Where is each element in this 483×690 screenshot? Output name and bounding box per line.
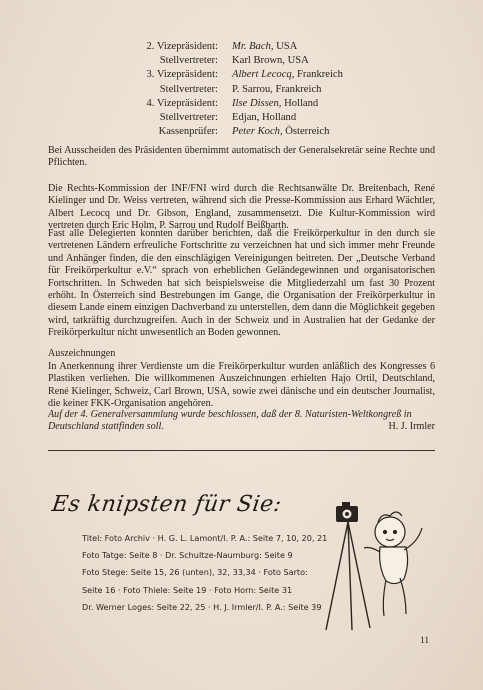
closing-paragraph (48, 409, 435, 434)
officer-row (120, 111, 343, 125)
credit-line: Foto Stege: Seite 15, 26 (unten), 32, 33,34 · Foto Sarto: (82, 567, 308, 578)
photo-credits-list (82, 530, 327, 616)
page-number: 11 (420, 636, 430, 646)
officer-role: Stellvertreter: (159, 55, 218, 67)
photo-credits-heading: Es knipsten für Sie: (50, 492, 284, 517)
paragraph-awards: In Anerkennung ihrer Verdienste um die Freikörperkultur wurden anläßlich des Kongresses 6 Plastiken verliehen. Die willkommenen Auszeichnungen erhielten Hajo Ortil, Deutschland, René Kielinger, Schweiz, Carl Brown, USA, sowie zwei dänische und ein deutscher Journalist, die keiner FKK-Organisation angehören. (48, 361, 435, 410)
officer-row (120, 68, 343, 82)
paragraph-delegates: Fast alle Delegierten konnten darüber berichten, daß die Freikörperkultur in den durch sie vertretenen Ländern erfreuliche Fortschritte zu verzeichnen hat und sich immer mehr Freunde und Anhänger finden, die den einschlägigen Vereinigungen beitreten. Der „Deutsche Verband für Freikörperkultur e.V.“ sprach von erheblichen Geländegewinnen und organisatorischen Fortschritten. In Schweden hat sich beispielsweise die Mitgliederzahl um fast 30 Prozent erhöht. In Österreich sind Bestrebungen im Gange, die Organisation der Freikörperkultur in diesem Lande einem einzigen Dachverband zu unterstellen, dem dann die Möglichkeit gegeben wird, tatkräftig durchzugreifen. Auch in der Schweiz und in Australien hat der Gedanke der Freikörperkultur nicht unwesentlich an Boden gewonnen. (48, 228, 435, 339)
camera-icon (336, 502, 358, 522)
camera-child-illustration (318, 492, 436, 632)
officer-name: Albert Lecocq, Frankreich (232, 69, 343, 81)
officer-row (120, 97, 343, 111)
officer-name: Mr. Bach, USA (232, 41, 298, 52)
officer-role: Stellvertreter: (159, 83, 218, 95)
divider-rule (48, 450, 435, 451)
officer-name: P. Sarrou, Frankreich (232, 83, 322, 95)
signature: H. J. Irmler (388, 421, 435, 433)
credit-line: Foto Tatge: Seite 8 · Dr. Schultze-Naumburg: Seite 9 (82, 550, 293, 561)
officer-name: Ilse Dissen, Holland (232, 97, 319, 109)
credit-line: Titel: Foto Archiv · H. G. L. Lamont/I. P. A.: Seite 7, 10, 20, 21 (82, 533, 328, 543)
child-figure-icon (364, 512, 422, 616)
credit-line: Seite 16 · Foto Thiele: Seite 19 · Foto Horn: Seite 31 (82, 584, 293, 595)
closing-line: Deutschland stattfinden soll. (48, 421, 164, 433)
officer-role: Kassenprüfer: (158, 126, 218, 138)
officer-row (120, 83, 343, 97)
paragraph-commissions: Die Rechts-Kommission der INF/FNI wird durch die Rechtsanwälte Dr. Breitenbach, René Kielinger und Dr. Weiss vertreten, während sich die Presse-Kommission aus Erhard Wächtler, Albert Lecocq und Dr. Gibson, England, zusammensetzt. Die Kultur-Kommission wird vertreten durch Eric Holm, P. Sarrou und Rudolf Beißbarth. (48, 183, 435, 232)
officers-list (120, 40, 343, 139)
officer-row (120, 54, 343, 68)
officer-name: Edjan, Holland (232, 112, 297, 124)
officer-role: 2. Vizepräsident: (146, 41, 218, 52)
officer-name: Karl Brown, USA (232, 55, 309, 67)
tripod-icon (326, 522, 370, 630)
officer-row (120, 40, 343, 54)
officer-name: Peter Koch, Österreich (232, 126, 330, 138)
officer-role: 4. Vizepräsident: (146, 97, 218, 109)
closing-line: Auf der 4. Generalversammlung wurde beschlossen, daß der 8. Naturisten-Weltkongreß in (48, 409, 412, 420)
officer-row (120, 125, 343, 139)
awards-heading: Auszeichnungen (48, 348, 116, 359)
paragraph-succession: Bei Ausscheiden des Präsidenten übernimmt automatisch der Generalsekretär seine Rechte und Pflichten. (48, 145, 435, 169)
credit-line: Dr. Werner Loges: Seite 22, 25 · H. J. Irmler/I. P. A.: Seite 39 (82, 601, 322, 612)
officer-role: 3. Vizepräsident: (146, 69, 218, 81)
officer-role: Stellvertreter: (159, 112, 218, 124)
